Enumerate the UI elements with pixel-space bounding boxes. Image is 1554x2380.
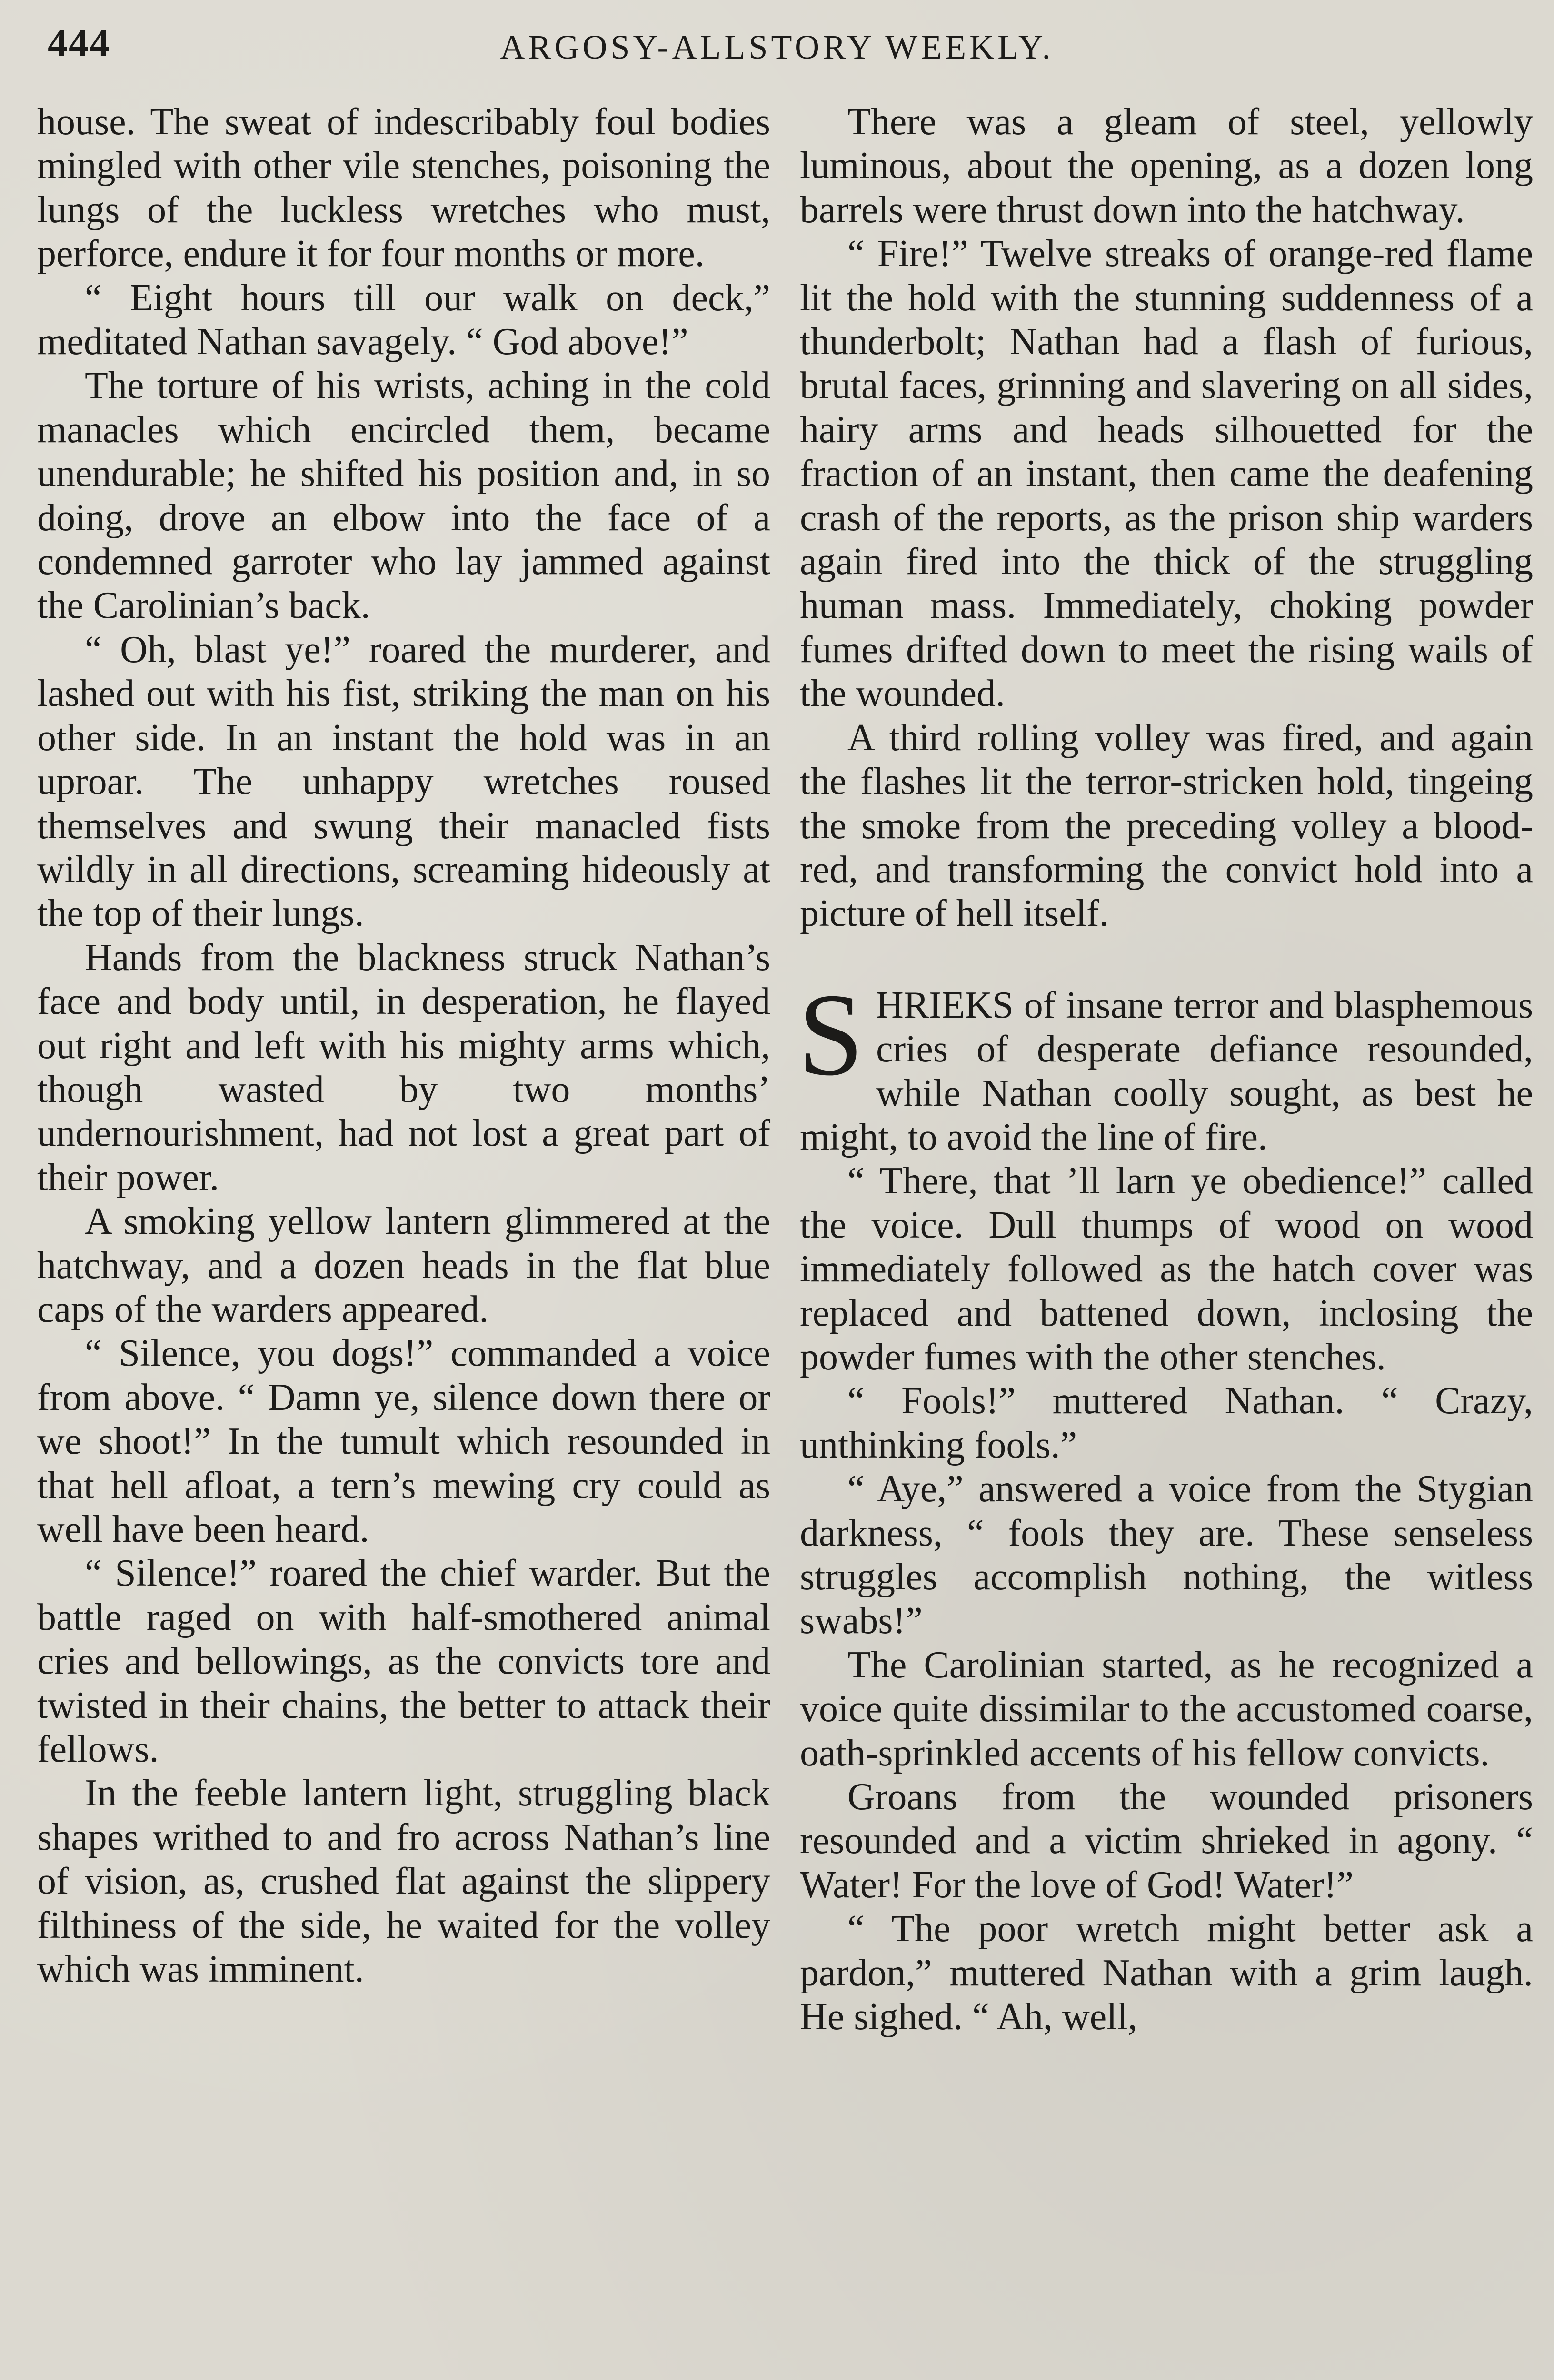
paragraph: “ Fools!” muttered Nathan. “ Crazy, unthinking fools.”	[800, 1380, 1533, 1466]
paragraph: There was a gleam of steel, yellowly luminous, about the opening, as a dozen long barrels were thrust down into the hatchway.	[800, 101, 1533, 231]
paragraph: Hands from the blackness struck Nathan’s face and body until, in desperation, he flayed out right and left with his mighty arms which, though wasted by two months’ undernourishment, had not lost a great part of their power.	[37, 936, 770, 1199]
paragraph: “ Silence!” roared the chief warder. But the battle raged on with half-smothered animal cries and bellowings, as the convicts tore and twisted in their chains, the better to attack their fellows.	[37, 1552, 770, 1771]
paragraph: “ There, that ’ll larn ye obedience!” called the voice. Dull thumps of wood on wood immediately followed as the hatch cover was replaced and battened down, inclosing the powder fumes with the other stenches.	[800, 1160, 1533, 1378]
left-column	[37, 100, 770, 1991]
paragraph: “ Fire!” Twelve streaks of orange-red flame lit the hold with the stunning suddenness of a thunderbolt; Nathan had a flash of furious, brutal faces, grinning and slavering on all sides, hairy arms and heads silhouetted for the fraction of an instant, then came the deafening crash of the reports, as the prison ship warders again fired into the thick of the struggling human mass. Immediately, choking powder fumes drifted down to meet the rising wails of the wounded.	[800, 233, 1533, 715]
paragraph: “ Silence, you dogs!” commanded a voice from above. “ Damn ye, silence down there or we shoot!” In the tumult which resounded in that hell afloat, a tern’s mewing cry could as well have been heard.	[37, 1332, 770, 1550]
paragraph: “ Eight hours till our walk on deck,” meditated Nathan savagely. “ God above!”	[37, 277, 770, 363]
drop-cap: S	[798, 969, 864, 1100]
page-header	[38, 10, 1516, 81]
paragraph: “ The poor wretch might better ask a pardon,” muttered Nathan with a grim laugh. He sighed. “ Ah, well,	[800, 1908, 1533, 2038]
paragraph: “ Oh, blast ye!” roared the murderer, and lashed out with his fist, striking the man on his other side. In an instant the hold was in an uproar. The unhappy wretches roused themselves and swung their manacled fists wildly in all directions, screaming hideously at the top of their lungs.	[37, 628, 770, 935]
paragraph: The torture of his wrists, aching in the cold manacles which encircled them, became unendurable; he shifted his position and, in so doing, drove an elbow into the face of a condemned garroter who lay jammed against the Carolinian’s back.	[37, 365, 770, 627]
paragraph: The Carolinian started, as he recognized a voice quite dissimilar to the accustomed coarse, oath-sprinkled accents of his fellow convicts.	[800, 1644, 1533, 1774]
paragraph: In the feeble lantern light, struggling black shapes writhed to and fro across Nathan’s line of vision, as, crushed flat against the slippery filthiness of the side, he waited for the volley which was imminent.	[37, 1772, 770, 1991]
page-number: 444	[48, 21, 110, 65]
right-column	[800, 100, 1533, 2039]
paragraph: Groans from the wounded prisoners resounded and a victim shrieked in agony. “ Water! For the love of God! Water!”	[800, 1776, 1533, 1906]
paragraph: “ Aye,” answered a voice from the Stygian darkness, “ fools they are. These senseless struggles accomplish nothing, the witless swabs!”	[800, 1468, 1533, 1642]
paragraph: A smoking yellow lantern glimmered at the hatchway, and a dozen heads in the flat blue caps of the warders appeared.	[37, 1200, 770, 1330]
paragraph: house. The sweat of indescribably foul bodies mingled with other vile stenches, poisoning the lungs of the luckless wretches who must, perforce, endure it for four months or more.	[37, 101, 770, 275]
section-opening-paragraph	[798, 969, 1533, 1160]
running-head: ARGOSY-ALLSTORY WEEKLY.	[500, 28, 1054, 66]
paragraph: A third rolling volley was fired, and again the flashes lit the terror-stricken hold, tingeing the smoke from the preceding volley a blood-red, and transforming the convict hold into a picture of hell itself.	[800, 716, 1533, 935]
section-first-text: HRIEKS of insane terror and blasphemous cries of desperate defiance resounded, while Nathan coolly sought, as best he might, to avoid the line of fire.	[800, 984, 1533, 1158]
